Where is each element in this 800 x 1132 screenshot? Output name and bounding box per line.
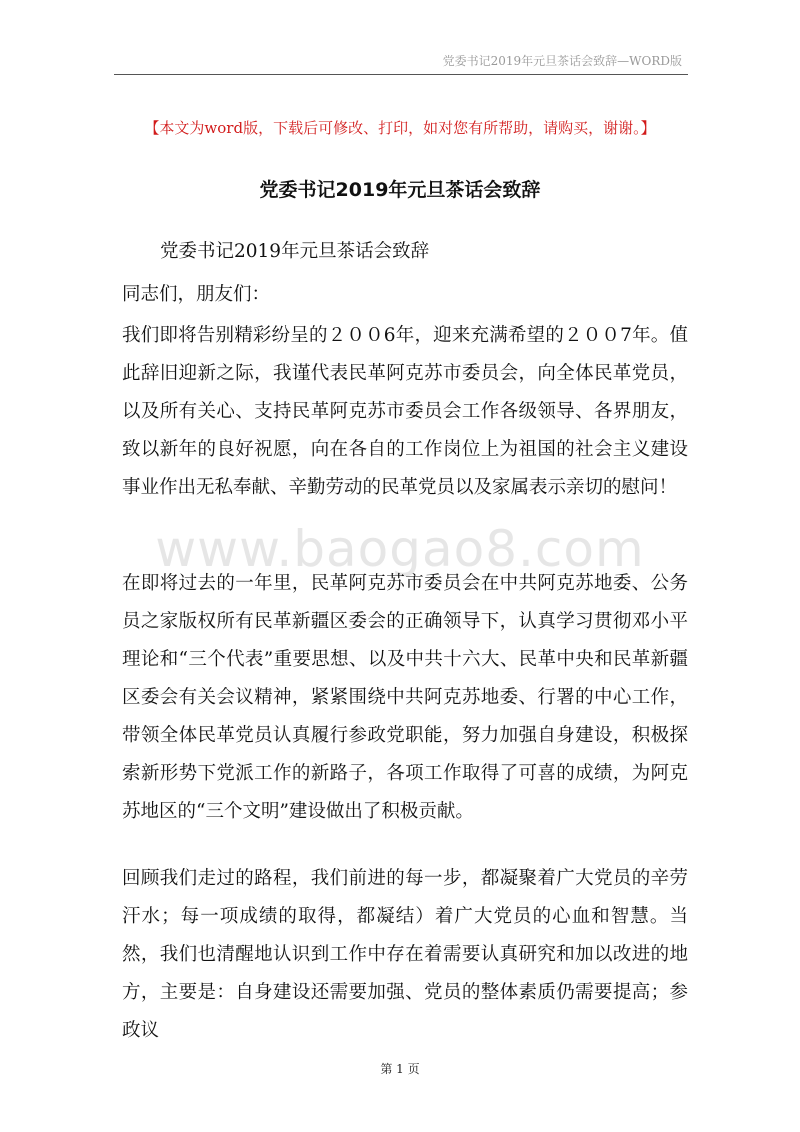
page-header-title: 党委书记2019年元旦茶话会致辞—WORD版 (442, 54, 682, 68)
document-subtitle: 党委书记2019年元旦茶话会致辞 (160, 241, 430, 262)
page-number: 第 1 页 (380, 1062, 420, 1076)
header-divider (114, 74, 688, 75)
greeting-line: 同志们，朋友们： (122, 284, 271, 305)
document-title: 党委书记2019年元旦茶话会致辞 (259, 179, 541, 201)
paragraph-3: 回顾我们走过的路程，我们前进的每一步，都凝聚着广大党员的辛劳汗水；每一项成绩的取得，都凝结）着广大党员的心血和智慧。当然，我们也清醒地认识到工作中存在着需要认真研究和加以改进的地方，主要是：自身建设还需要加强、党员的整体素质仍需要提高；参政议 (122, 868, 688, 1041)
download-notice: 【本文为word版，下载后可修改、打印，如对您有所帮助，请购买，谢谢。】 (144, 119, 656, 137)
paragraph-1: 我们即将告别精彩纷呈的２００6年，迎来充满希望的２００7年。值此辞旧迎新之际，我谨代表民革阿克苏市委员会，向全体民革党员，以及所有关心、支持民革阿克苏市委员会工作各级领导、各界朋友，致以新年的良好祝愿，向在各自的工作岗位上为祖国的社会主义建设事业作出无私奉献、辛勤劳动的民革党员以及家属表示亲切的慰问！ (122, 325, 688, 498)
paragraph-2: 在即将过去的一年里，民革阿克苏市委员会在中共阿克苏地委、公务员之家版权所有民革新疆区委会的正确领导下，认真学习贯彻邓小平理论和“三个代表”重要思想、以及中共十六大、民革中央和民革新疆区委会有关会议精神，紧紧围绕中共阿克苏地委、行署的中心工作，带领全体民革党员认真履行参政党职能，努力加强自身建设，积极探索新形势下党派工作的新路子，各项工作取得了可喜的成绩，为阿克苏地区的“三个文明”建设做出了积极贡献。 (122, 573, 688, 822)
watermark: www.baogao8.com (155, 520, 645, 578)
